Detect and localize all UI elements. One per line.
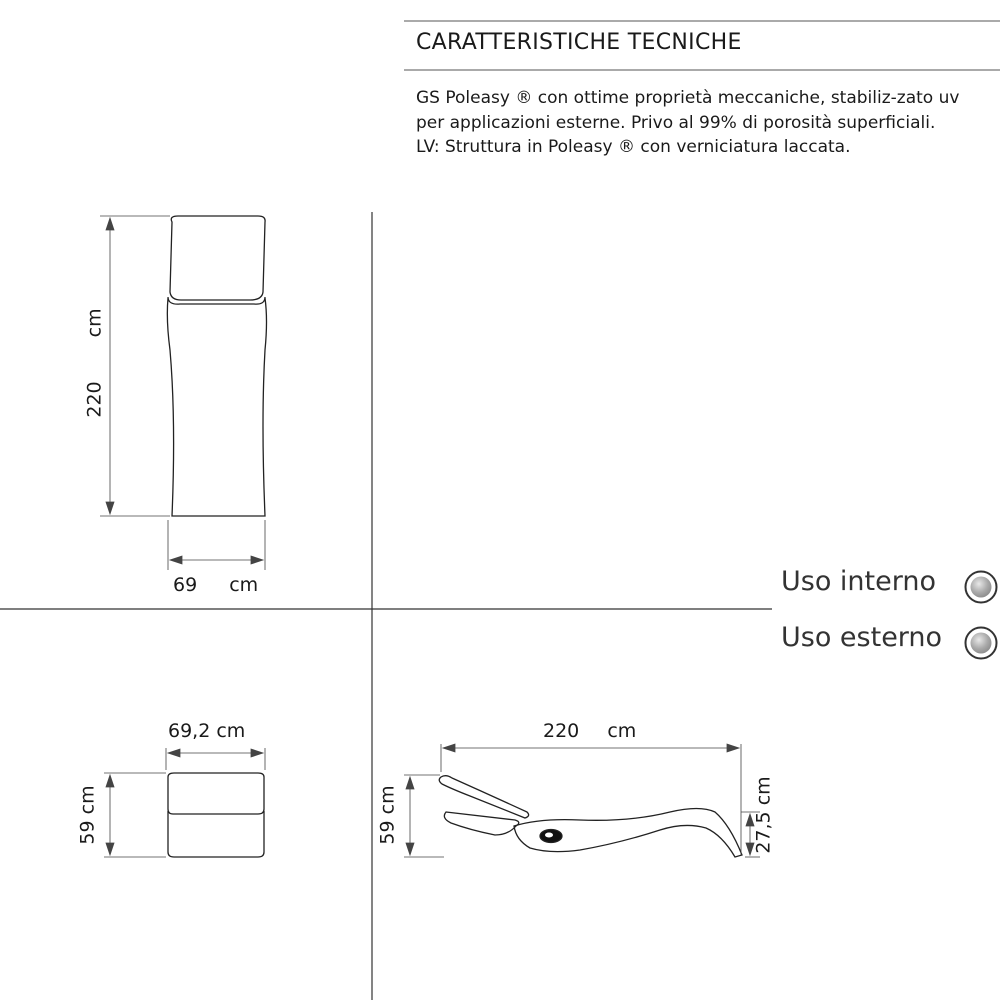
legend-icons <box>966 572 997 659</box>
specs-title: CARATTERISTICHE TECNICHE <box>416 30 742 55</box>
side-length-unit: cm <box>607 720 637 742</box>
front-view-dimensions <box>104 748 265 857</box>
side-length-value: 220 <box>543 720 580 742</box>
top-length-value: 220 <box>83 381 106 418</box>
top-width-label <box>173 574 258 596</box>
side-seat-height-label: 27,5 cm <box>752 776 775 854</box>
side-view-dimensions <box>404 744 760 857</box>
top-length-label <box>84 308 106 417</box>
top-width-value: 69 <box>173 574 198 596</box>
top-view-dimensions <box>100 216 265 570</box>
top-view-drawing <box>167 216 266 516</box>
side-view-drawing <box>439 776 742 857</box>
side-length-label <box>543 720 636 742</box>
front-view-drawing <box>168 773 264 857</box>
side-height-label: 59 cm <box>376 785 399 845</box>
front-height-label: 59 cm <box>76 785 99 845</box>
legend-outdoor-label: Uso esterno <box>781 622 943 653</box>
top-length-unit: cm <box>83 308 106 338</box>
specs-line-1: GS Poleasy ® con ottime proprietà meccaniche, stabiliz-zato uv per applicazioni esterne. Privo al 99% di porosità superficiali. <box>416 88 960 133</box>
front-width-label: 69,2 cm <box>168 720 246 742</box>
legend-indoor-label: Uso interno <box>781 566 936 597</box>
specs-description <box>416 86 986 160</box>
top-width-unit: cm <box>229 574 259 596</box>
specs-line-2: LV: Struttura in Poleasy ® con verniciatura laccata. <box>416 137 851 157</box>
